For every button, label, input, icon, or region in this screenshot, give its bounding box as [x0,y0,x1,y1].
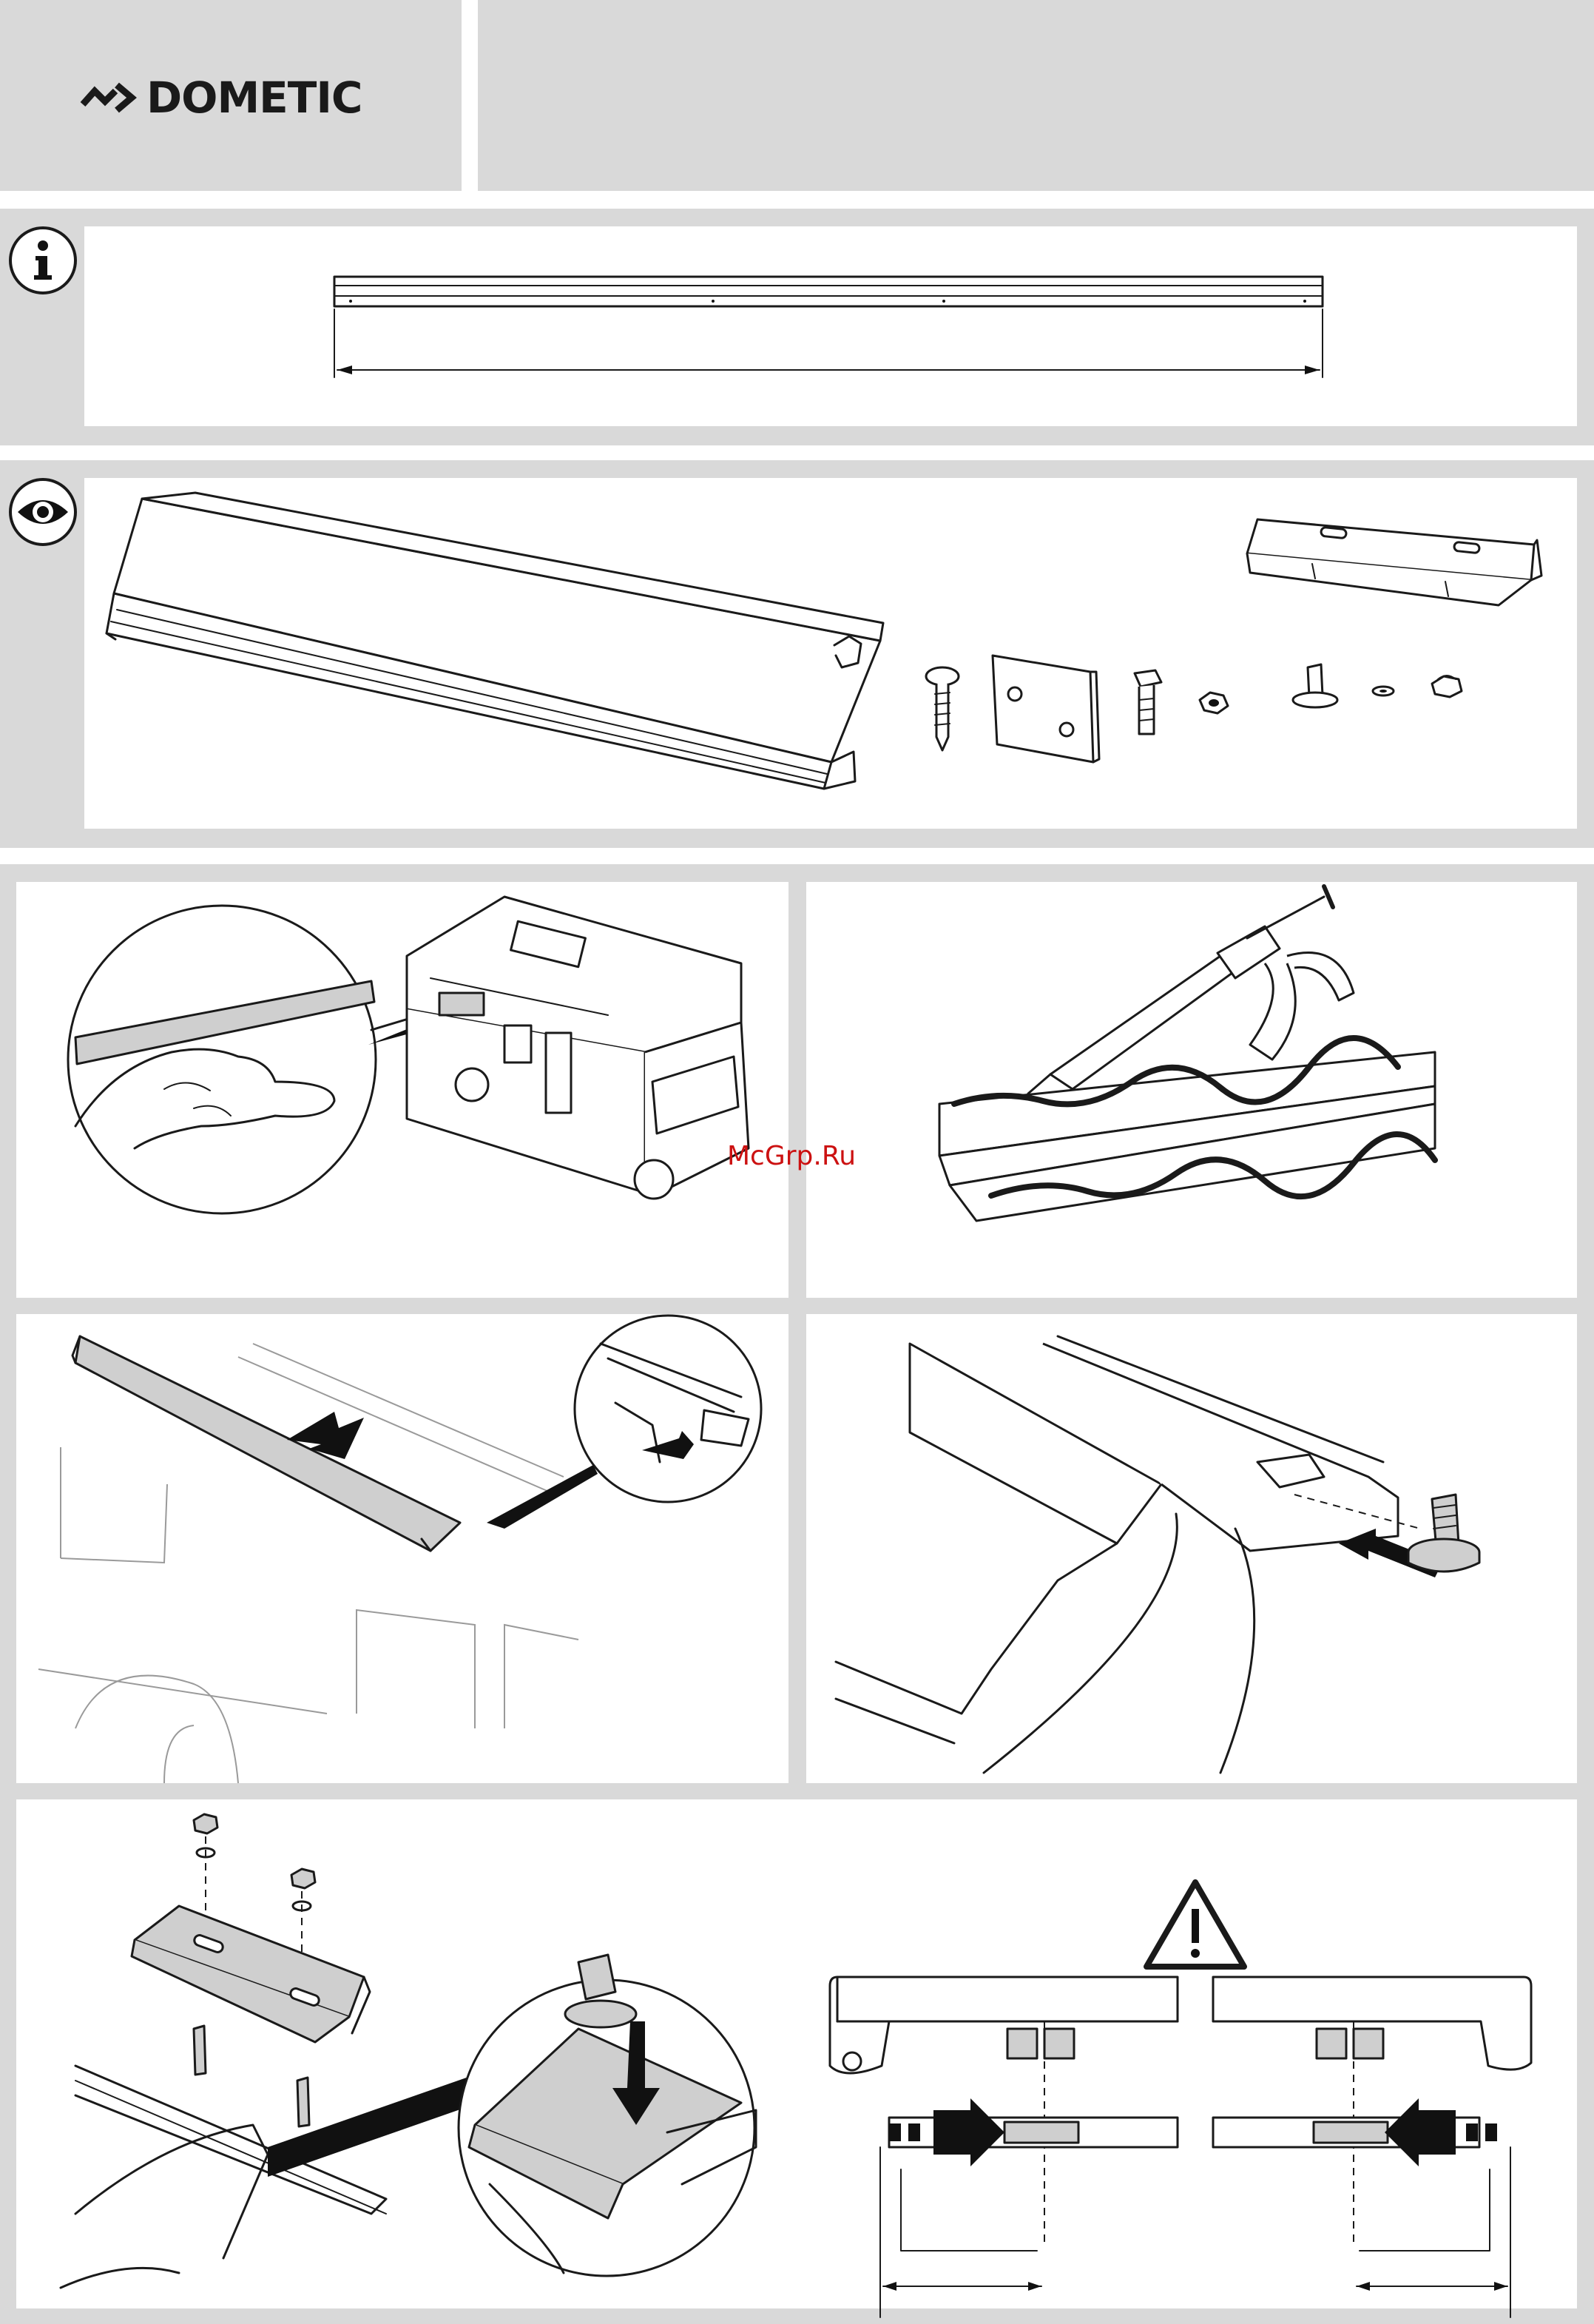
screw [926,667,959,750]
contents-panel [84,478,1577,829]
info-icon [9,226,77,294]
mount-bracket-illustration [16,1799,1577,2308]
bolt [1135,670,1161,734]
slide-profile-illustration [16,1314,788,1783]
carriage-bolt [1293,664,1337,707]
step-slide-profile [16,1314,788,1783]
nut [1200,693,1228,713]
parts-drawing [84,478,1577,829]
eye-icon [9,478,77,546]
warning-triangle-icon [1146,1882,1244,1967]
mounting-bracket [1247,519,1541,605]
washer [1373,687,1394,695]
connector-plate [993,656,1099,762]
awning-profile [107,493,883,789]
header-title-box [478,0,1594,191]
step-clean-roof [16,882,788,1298]
dometic-logo [80,74,362,121]
watermark: McGrp.Ru [727,1141,857,1171]
step-insert-bolt [806,1314,1577,1783]
step-mount-bracket [16,1799,1577,2308]
info-panel [84,226,1577,426]
dometic-chevron-logo [80,79,139,116]
insert-bolt-illustration [806,1314,1577,1783]
brand-name: DOMETIC [146,73,362,123]
step-apply-sealant [806,882,1577,1298]
sealant-illustration [806,882,1577,1298]
cleaning-illustration [16,882,788,1298]
awning-rail-length-drawing [84,226,1577,426]
lock-nut [1432,676,1462,697]
